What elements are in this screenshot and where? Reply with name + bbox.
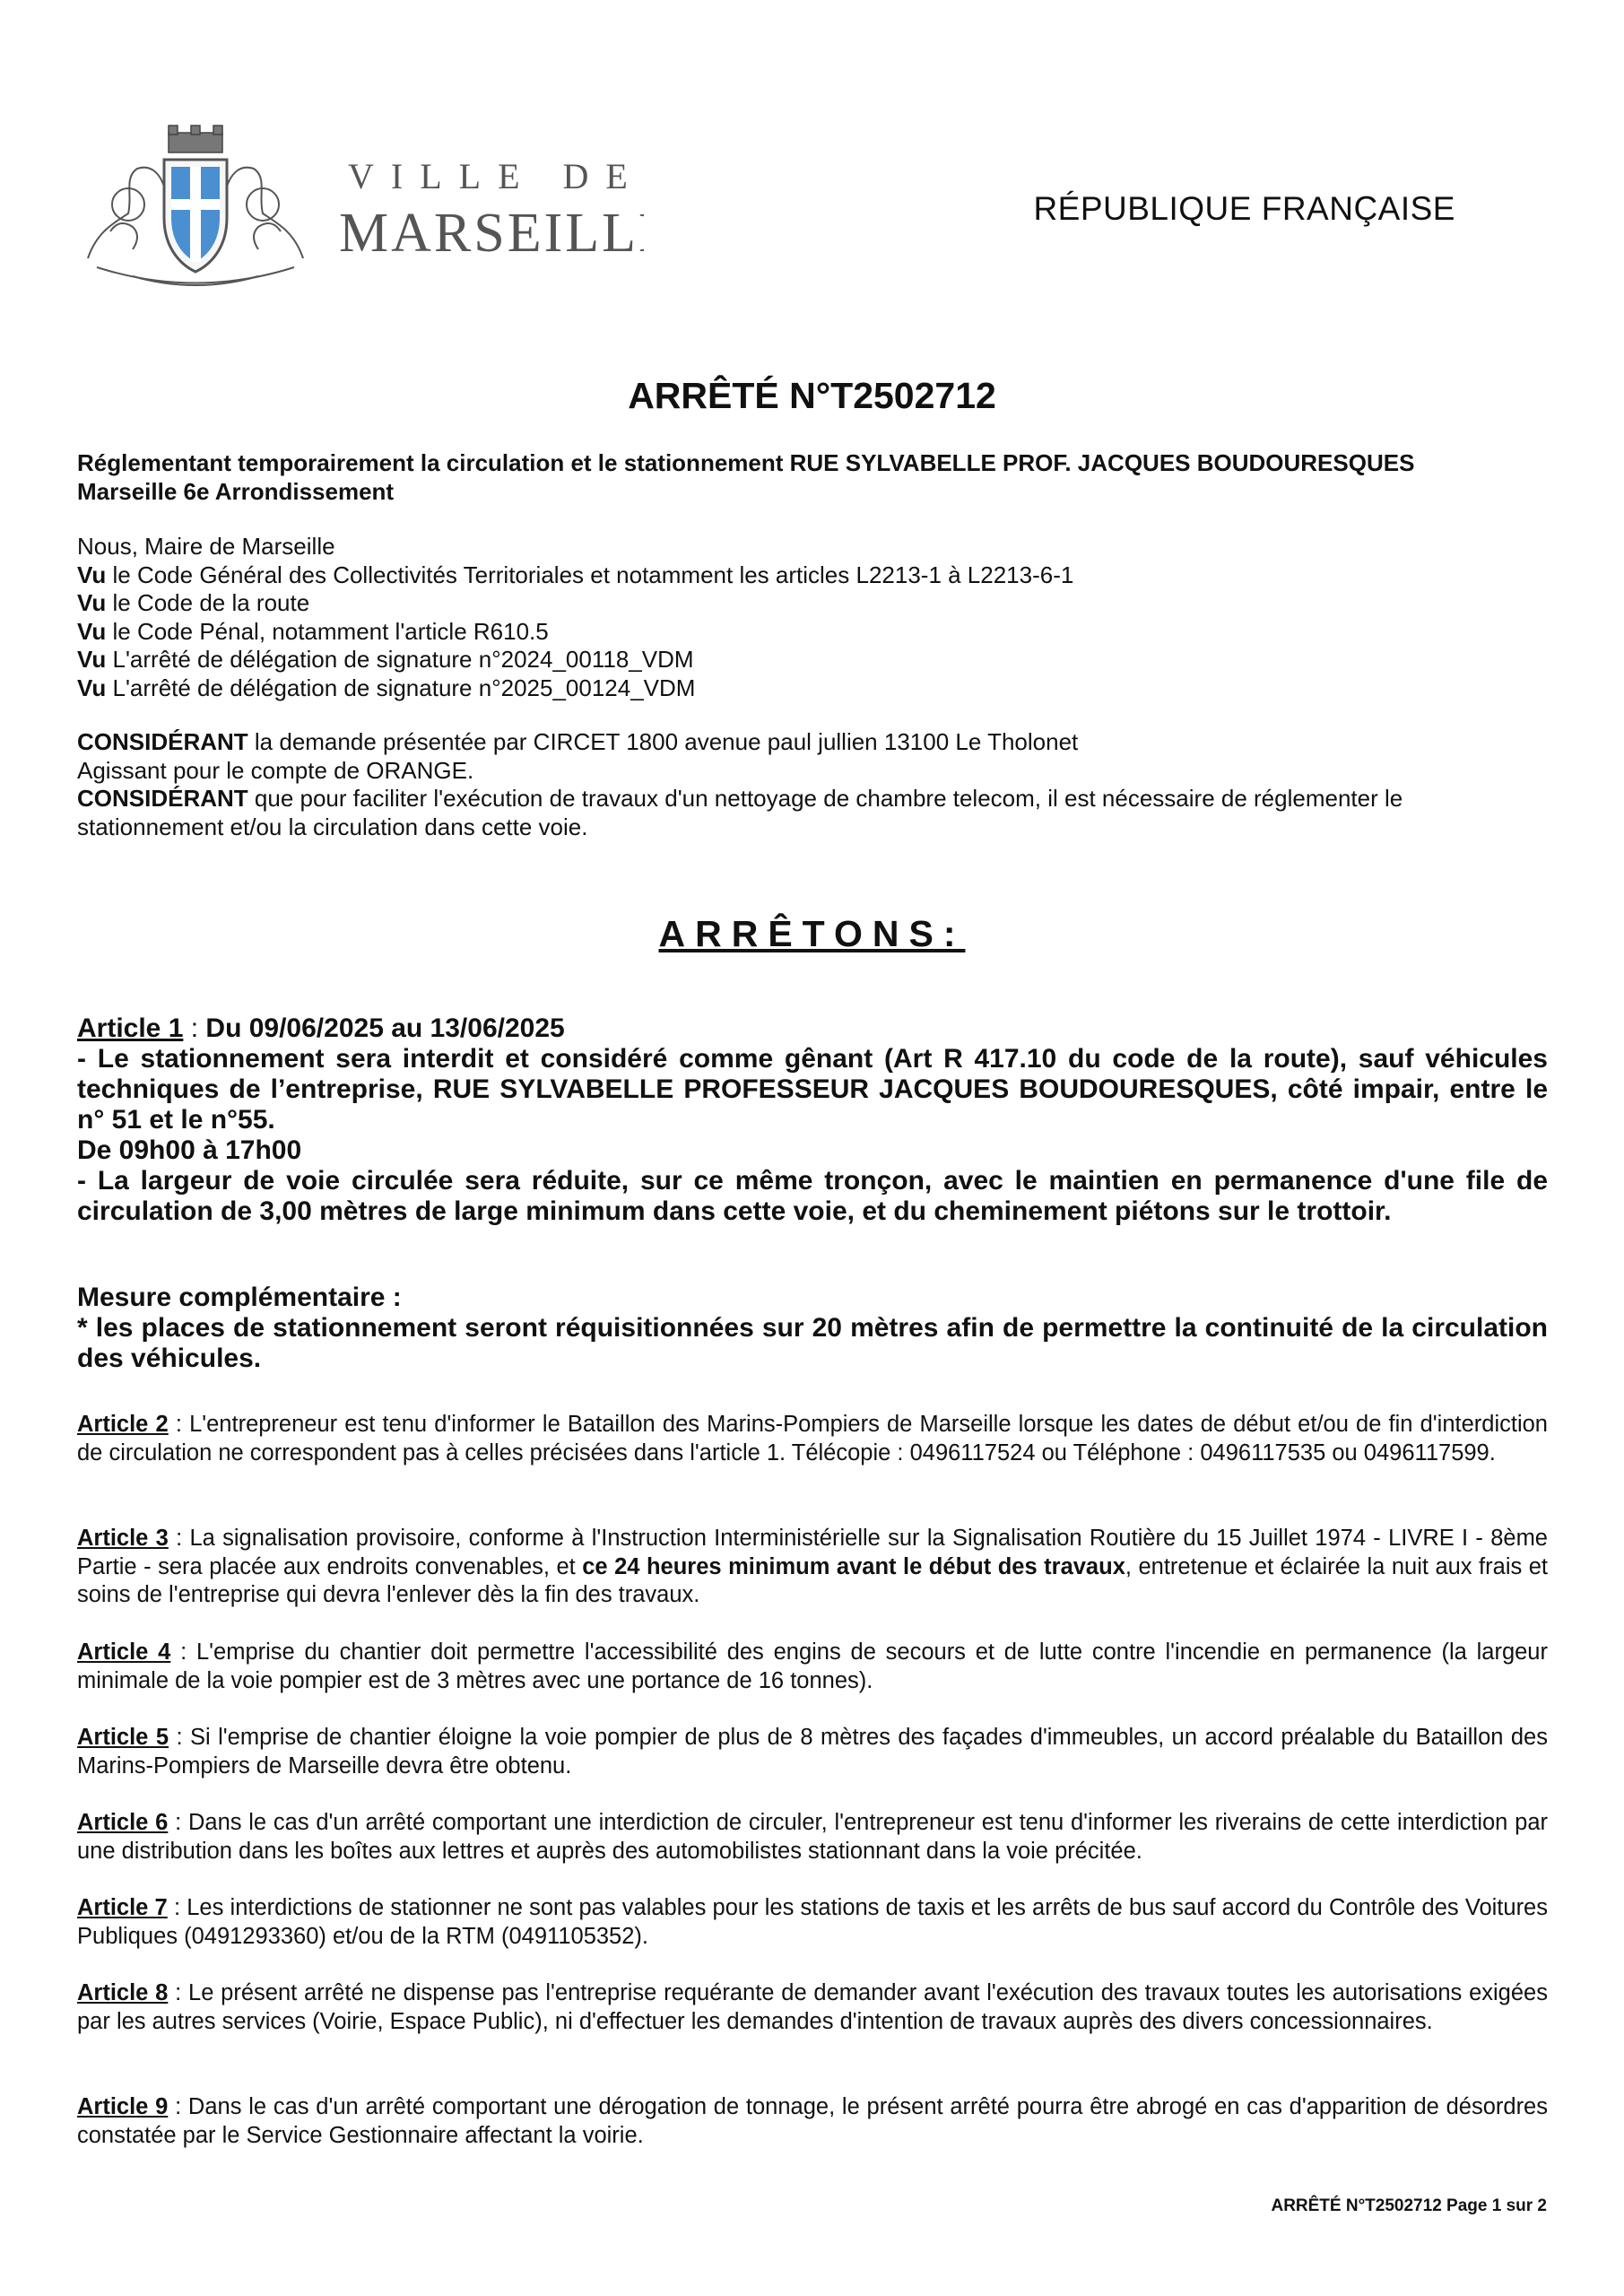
mesure-text: * les places de stationnement seront réquisitionnées sur 20 mètres afin de permettre la continuité de la circulation des véhicules.: [77, 1313, 1548, 1373]
visas-section: [77, 533, 1548, 702]
article-1-heading: Article 1 : Du 09/06/2025 au 13/06/2025: [77, 1013, 565, 1043]
article-8: Article 8 : Le présent arrêté ne dispense pas l'entreprise requérante de demander avant l'exécution des travaux toutes les autorisations exigées par les autres services (Voirie, Espace Public), ni d'effectuer les demandes d'intention de travaux auprès des divers concessionnaires.: [77, 1980, 1548, 2034]
mesure-complementaire: [77, 1283, 1548, 1374]
vu-line: Vu le Code Général des Collectivités Territoriales et notamment les articles L2213-1 à L2213-6-1: [77, 561, 1074, 588]
article-9: Article 9 : Dans le cas d'un arrêté comportant une dérogation de tonnage, le présent arrêté pourra être abrogé en cas d'apparition de désordres constatée par le Service Gestionnaire affectant la voirie.: [77, 2094, 1548, 2148]
article-1: [77, 1013, 1548, 1227]
vu-line: Vu L'arrêté de délégation de signature n°2025_00124_VDM: [77, 674, 696, 701]
article-1-lane-rule: - La largeur de voie circulée sera réduite, sur ce même tronçon, avec le maintien en permanence d'une file de circulation de 3,00 mètres de large minimum dans cette voie, et du cheminement piétons sur le trottoir.: [77, 1166, 1548, 1226]
logo-line-1: VILLE DE: [348, 156, 644, 196]
vu-line: Vu L'arrêté de délégation de signature n°2024_00118_VDM: [77, 646, 694, 673]
page-footer: ARRÊTÉ N°T2502712 Page 1 sur 2: [1271, 2196, 1547, 2215]
article-4: Article 4 : L'emprise du chantier doit permettre l'accessibilité des engins de secours et de lutte contre l'incendie en permanence (la largeur minimale de la voie pompier est de 3 mètres avec une portance de 16 tonnes).: [77, 1639, 1548, 1693]
article-1-parking-rule: - Le stationnement sera interdit et considéré comme gênant (Art R 417.10 du code de la route), sauf véhicules techniques de l’entreprise, RUE SYLVABELLE PROFESSEUR JACQUES BOUDOURESQUES, côté impair, entre le n° 51 et le n°55.: [77, 1044, 1548, 1135]
vu-line: Vu le Code de la route: [77, 589, 310, 616]
article-3: Article 3 : La signalisation provisoire, conforme à l'Instruction Interministérielle sur la Signalisation Routière du 15 Juillet 1974 - LIVRE I - 8ème Partie - sera placée aux endroits convenables, et ce 24 heures minimum avant le début des travaux, entretenue et éclairée la nuit aux frais et soins de l'entreprise qui devra l'enlever dès la fin des travaux.: [77, 1526, 1548, 1607]
article-7: Article 7 : Les interdictions de stationner ne sont pas valables pour les stations de taxis et les arrêts de bus sauf accord du Contrôle des Voitures Publiques (0491293360) et/ou de la RTM (0491105352).: [77, 1895, 1548, 1949]
arrete-title: ARRÊTÉ N°T2502712: [628, 375, 996, 416]
logo-line-2: MARSEILLE: [339, 203, 644, 264]
article-1-hours: De 09h00 à 17h00: [77, 1135, 302, 1165]
article-5: Article 5 : Si l'emprise de chantier éloigne la voie pompier de plus de 8 mètres des façades d'immeubles, un accord préalable du Bataillon des Marins-Pompiers de Marseille devra être obtenu.: [77, 1725, 1548, 1779]
mesure-title: Mesure complémentaire :: [77, 1283, 402, 1312]
article-2: Article 2 : L'entrepreneur est tenu d'informer le Bataillon des Marins-Pompiers de Marseille lorsque les dates de début et/ou de fin d'interdiction de circulation ne correspondent pas à celles précisées dans l'article 1. Télécopie : 0496117524 ou Téléphone : 0496117535 ou 0496117599.: [77, 1412, 1548, 1465]
considerant-line: CONSIDÉRANT la demande présentée par CIRCET 1800 avenue paul jullien 13100 Le Tholonet: [77, 728, 1079, 755]
vu-line: Vu le Code Pénal, notamment l'article R610.5: [77, 617, 549, 645]
article-6: Article 6 : Dans le cas d'un arrêté comportant une interdiction de circuler, l'entrepreneur est tenu d'informer les riverains de cette interdiction par une distribution dans les boîtes aux lettres et auprès des automobilistes stationnant dans la voie précitée.: [77, 1810, 1548, 1864]
republique-francaise-heading: RÉPUBLIQUE FRANÇAISE: [1033, 190, 1455, 227]
arrete-subtitle: [77, 448, 1548, 506]
subtitle-line-2: Marseille 6e Arrondissement: [77, 478, 395, 505]
ville-de-marseille-logo: [79, 124, 644, 303]
considerant-section: [77, 728, 1548, 841]
considerant-line: CONSIDÉRANT que pour faciliter l'exécution de travaux d'un nettoyage de chambre telecom, il est nécessaire de réglementer le stationnement et/ou la circulation dans cette voie.: [77, 785, 1403, 840]
coat-of-arms-icon: [79, 124, 644, 303]
intro-line: Nous, Maire de Marseille: [77, 533, 335, 560]
considerant-line: Agissant pour le compte de ORANGE.: [77, 756, 474, 784]
subtitle-line-1: Réglementant temporairement la circulation et le stationnement RUE SYLVABELLE PROF. JACQUES BOUDOURESQUES: [77, 449, 1415, 476]
arretons-heading: ARRÊTONS:: [658, 913, 966, 954]
